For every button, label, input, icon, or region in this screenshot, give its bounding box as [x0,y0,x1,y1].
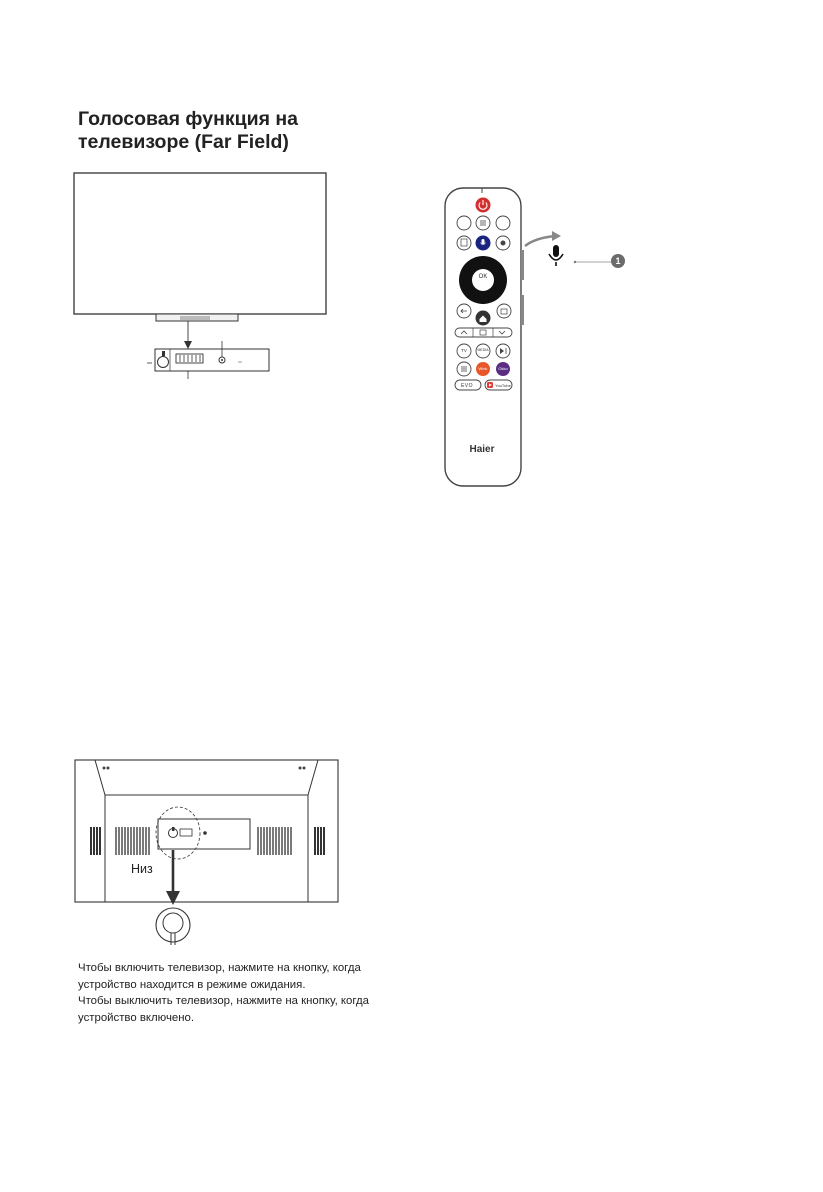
caption-line-4: устройство включено. [78,1011,195,1024]
title-line-2: телевизоре (Far Field) [78,131,289,153]
caption-line-1: Чтобы включить телевизор, нажмите на кнопку, когда [78,962,361,974]
youtube-button-label: YouTube [495,383,511,388]
callout-number: 1 [611,254,625,268]
bottom-side-label: Низ [131,862,153,876]
power-instructions [78,960,398,1026]
remote-control-illustration [425,180,640,490]
okko-button-label: Okko [498,366,508,371]
ok-button-label: OK [478,274,488,280]
remote-brand-label: Haier [469,444,495,455]
tv-front-illustration [60,165,360,390]
power-button-detail [158,357,169,368]
tv-button-label: TV [461,348,467,353]
tv-back-illustration [70,755,345,955]
wink-button-label: Wink [478,366,488,371]
evo-button-label: EVO [460,383,474,389]
caption-line-2: устройство находится в режиме ожидания. [78,978,306,991]
microphone-callout-icon [549,245,563,266]
media-button-label: MEDIA [477,348,489,352]
title-line-1: Голосовая функция на [78,108,299,130]
page-title [78,108,398,154]
caption-line-3: Чтобы выключить телевизор, нажмите на кнопку, когда [78,995,369,1007]
